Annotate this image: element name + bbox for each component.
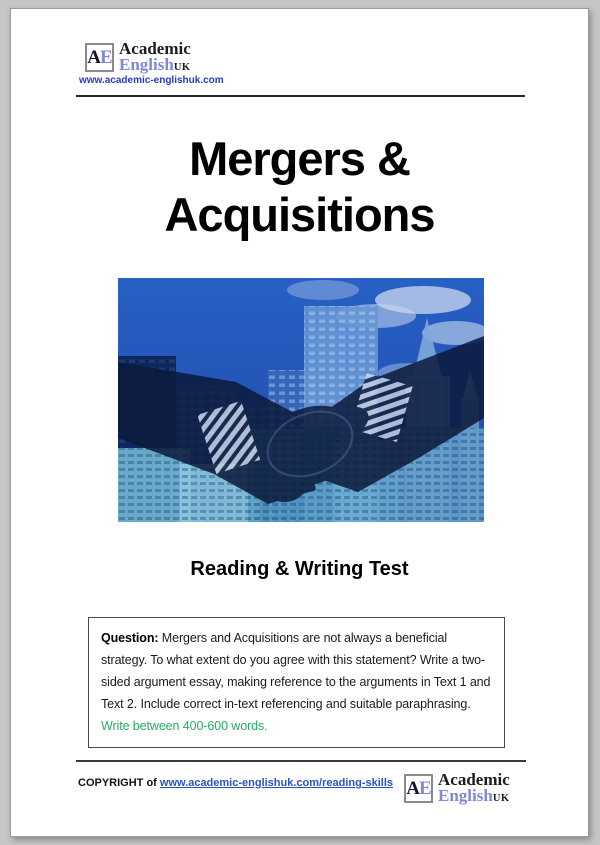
footer-copyright-link[interactable]: www.academic-englishuk.com/reading-skills: [159, 777, 394, 789]
header-divider: [76, 95, 525, 97]
brand-logo-mark-icon: [85, 43, 114, 72]
document-subtitle: Reading & Writing Test: [190, 558, 409, 580]
footer-brand-word-english: English: [438, 786, 493, 805]
logo-letter-e: E: [100, 46, 112, 68]
brand-word-uk: UK: [173, 62, 191, 73]
footer-brand-logo: [404, 772, 510, 807]
logo-letter-a: A: [87, 46, 101, 68]
footer-brand-logo-wordmark: [438, 772, 510, 807]
footer-divider: [76, 760, 526, 762]
hero-image-handshake-city: [118, 278, 484, 522]
question-label: Question:: [101, 631, 159, 645]
page-title-line1: Mergers &: [189, 132, 410, 185]
header-website-link[interactable]: www.academic-englishuk.com: [79, 75, 224, 86]
footer-brand-logo-mark-icon: [404, 774, 433, 803]
footer-copyright: [78, 777, 393, 789]
footer-brand-word-uk: UK: [492, 793, 510, 804]
page-title: [11, 131, 588, 243]
brand-logo-wordmark: [119, 41, 191, 76]
document-page: [10, 8, 589, 837]
question-word-limit: Write between 400-600 words.: [101, 719, 268, 733]
footer-logo-letter-e: E: [419, 777, 431, 799]
footer-logo-letter-a: A: [406, 777, 420, 799]
question-body: Mergers and Acquisitions are not always a beneficial strategy. To what extent do you agree with this statement? Write a two-sided argument essay, making reference to the arguments in Text 1 and Text 2. Include correct in-text referencing and suitable paraphrasing.: [101, 631, 491, 711]
copyright-prefix: COPYRIGHT of: [78, 777, 160, 789]
brand-word-english: English: [119, 55, 174, 74]
footer-brand-word-academic: Academic: [438, 770, 510, 789]
brand-logo: [85, 41, 191, 76]
page-title-line2: Acquisitions: [164, 188, 435, 241]
question-box: [88, 617, 505, 748]
brand-word-academic: Academic: [119, 39, 191, 58]
